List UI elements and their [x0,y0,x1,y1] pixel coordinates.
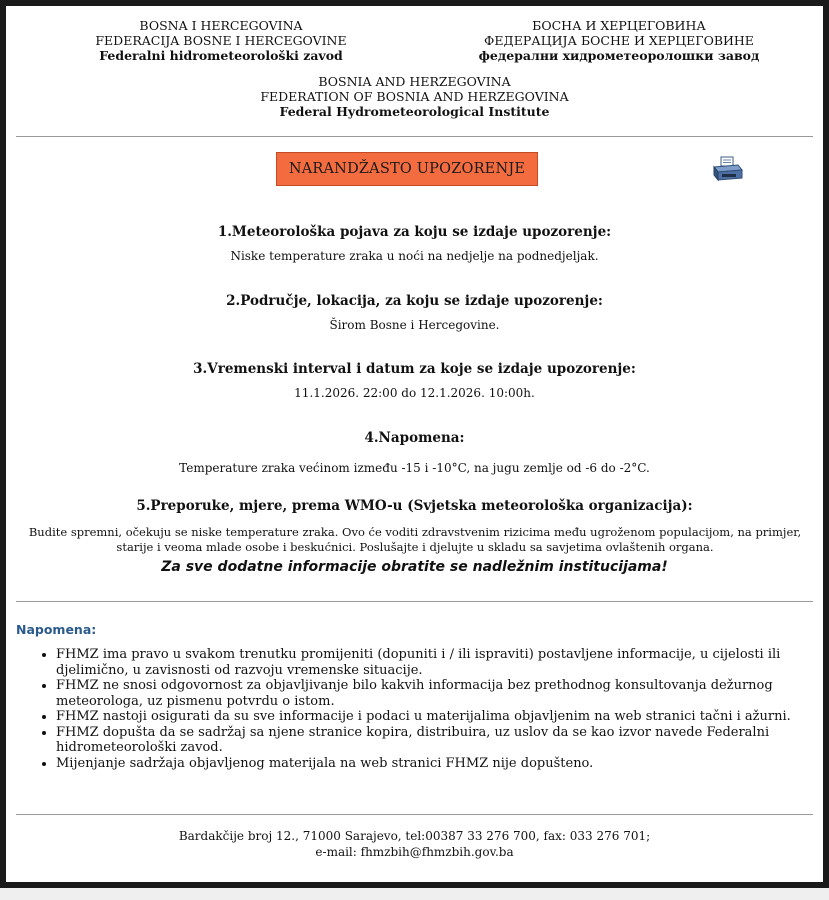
header-english [6,74,823,119]
header-federation-cyrillic: ФЕДЕРАЦИЈА БОСНЕ И ХЕРЦЕГОВИНЕ [484,33,754,48]
section-3-text: 11.1.2026. 22:00 do 12.1.2026. 10:00h. [294,386,535,400]
notes-list [36,647,816,771]
section-5-text: Budite spremni, očekuju se niske temperature zraka. Ovo će voditi zdravstvenim rizicima među ugroženom populacijom, na primjer, starije i veoma mlade osobe i beskućnici. Poslušajte i djelujte u skladu sa savjetima ovlaštenih organa. [28,525,802,554]
header-divider [16,136,813,137]
section-5-title: 5.Preporuke, mjere, prema WMO-u (Svjetska meteorološka organizacija): [136,498,693,514]
content-divider [16,601,813,602]
section-1-text: Niske temperature zraka u noći na nedjelje na podnedjeljak. [230,249,599,263]
footer [6,828,823,860]
orange-warning-badge: NARANDŽASTO UPOZORENJE [276,152,538,186]
notes-list-item: • FHMZ dopušta da se sadržaj sa njene stranice kopira, distribuira, uz uslov da se kao izvor navede Federalni hidrometeorološki zavod. [56,725,816,756]
header-federation-english: FEDERATION OF BOSNIA AND HERZEGOVINA [260,89,569,104]
notes-list-item: • FHMZ ne snosi odgovornost za objavljivanje bilo kakvih informacija bez prethodnog konsultovanja dežurnog meteorologa, uz pismenu potvrdu o istom. [56,678,816,709]
section-3-title: 3.Vremenski interval i datum za koje se izdaje upozorenje: [193,361,636,377]
header-country: BOSNA I HERCEGOVINA [139,18,303,33]
notes-list-item: • FHMZ ima pravo u svakom trenutku promijeniti (dopuniti i / ili ispraviti) postavljene informacije, u cijelosti ili djelimično, u zavisnosti od razvoju vremenske situacije. [56,647,816,678]
header-country-english: BOSNIA AND HERZEGOVINA [318,74,511,89]
header-federation: FEDERACIJA BOSNE I HERCEGOVINE [95,33,347,48]
contact-institutions-note: Za sve dodatne informacije obratite se nadležnim institucijama! [161,559,668,575]
notes-title: Napomena: [16,622,97,637]
header-institute: Federalni hidrometeorološki zavod [99,48,343,63]
header-latin [86,18,356,63]
bottom-strip [0,888,829,900]
notes-list-item: • FHMZ nastoji osigurati da su sve informacije i podaci u materijalima objavljenim na web stranici tačni i ažurni. [56,709,816,725]
header-cyrillic [474,18,764,63]
header-country-cyrillic: БОСНА И ХЕРЦЕГОВИНА [532,18,706,33]
footer-divider [16,814,813,815]
section-4-title: 4.Napomena: [364,430,465,446]
section-4-text: Temperature zraka većinom između -15 i -10°C, na jugu zemlje od -6 do -2°C. [179,461,650,475]
header-institute-cyrillic: федерални хидрометеоролошки завод [478,48,760,63]
section-2-text: Širom Bosne i Hercegovine. [329,318,500,332]
section-2-title: 2.Područje, lokacija, za koju se izdaje upozorenje: [226,293,603,309]
notes-list-item: • Mijenjanje sadržaja objavljenog materijala na web stranici FHMZ nije dopušteno. [56,756,816,772]
footer-email[interactable]: e-mail: fhmzbih@fhmzbih.gov.ba [315,845,514,859]
footer-address: Bardakčije broj 12., 71000 Sarajevo, tel:00387 33 276 700, fax: 033 276 701; [178,829,651,843]
header-institute-english: Federal Hydrometeorological Institute [279,104,550,119]
section-1-title: 1.Meteorološka pojava za koju se izdaje upozorenje: [217,224,612,240]
warning-page [6,6,823,882]
printer-icon[interactable] [711,156,745,182]
